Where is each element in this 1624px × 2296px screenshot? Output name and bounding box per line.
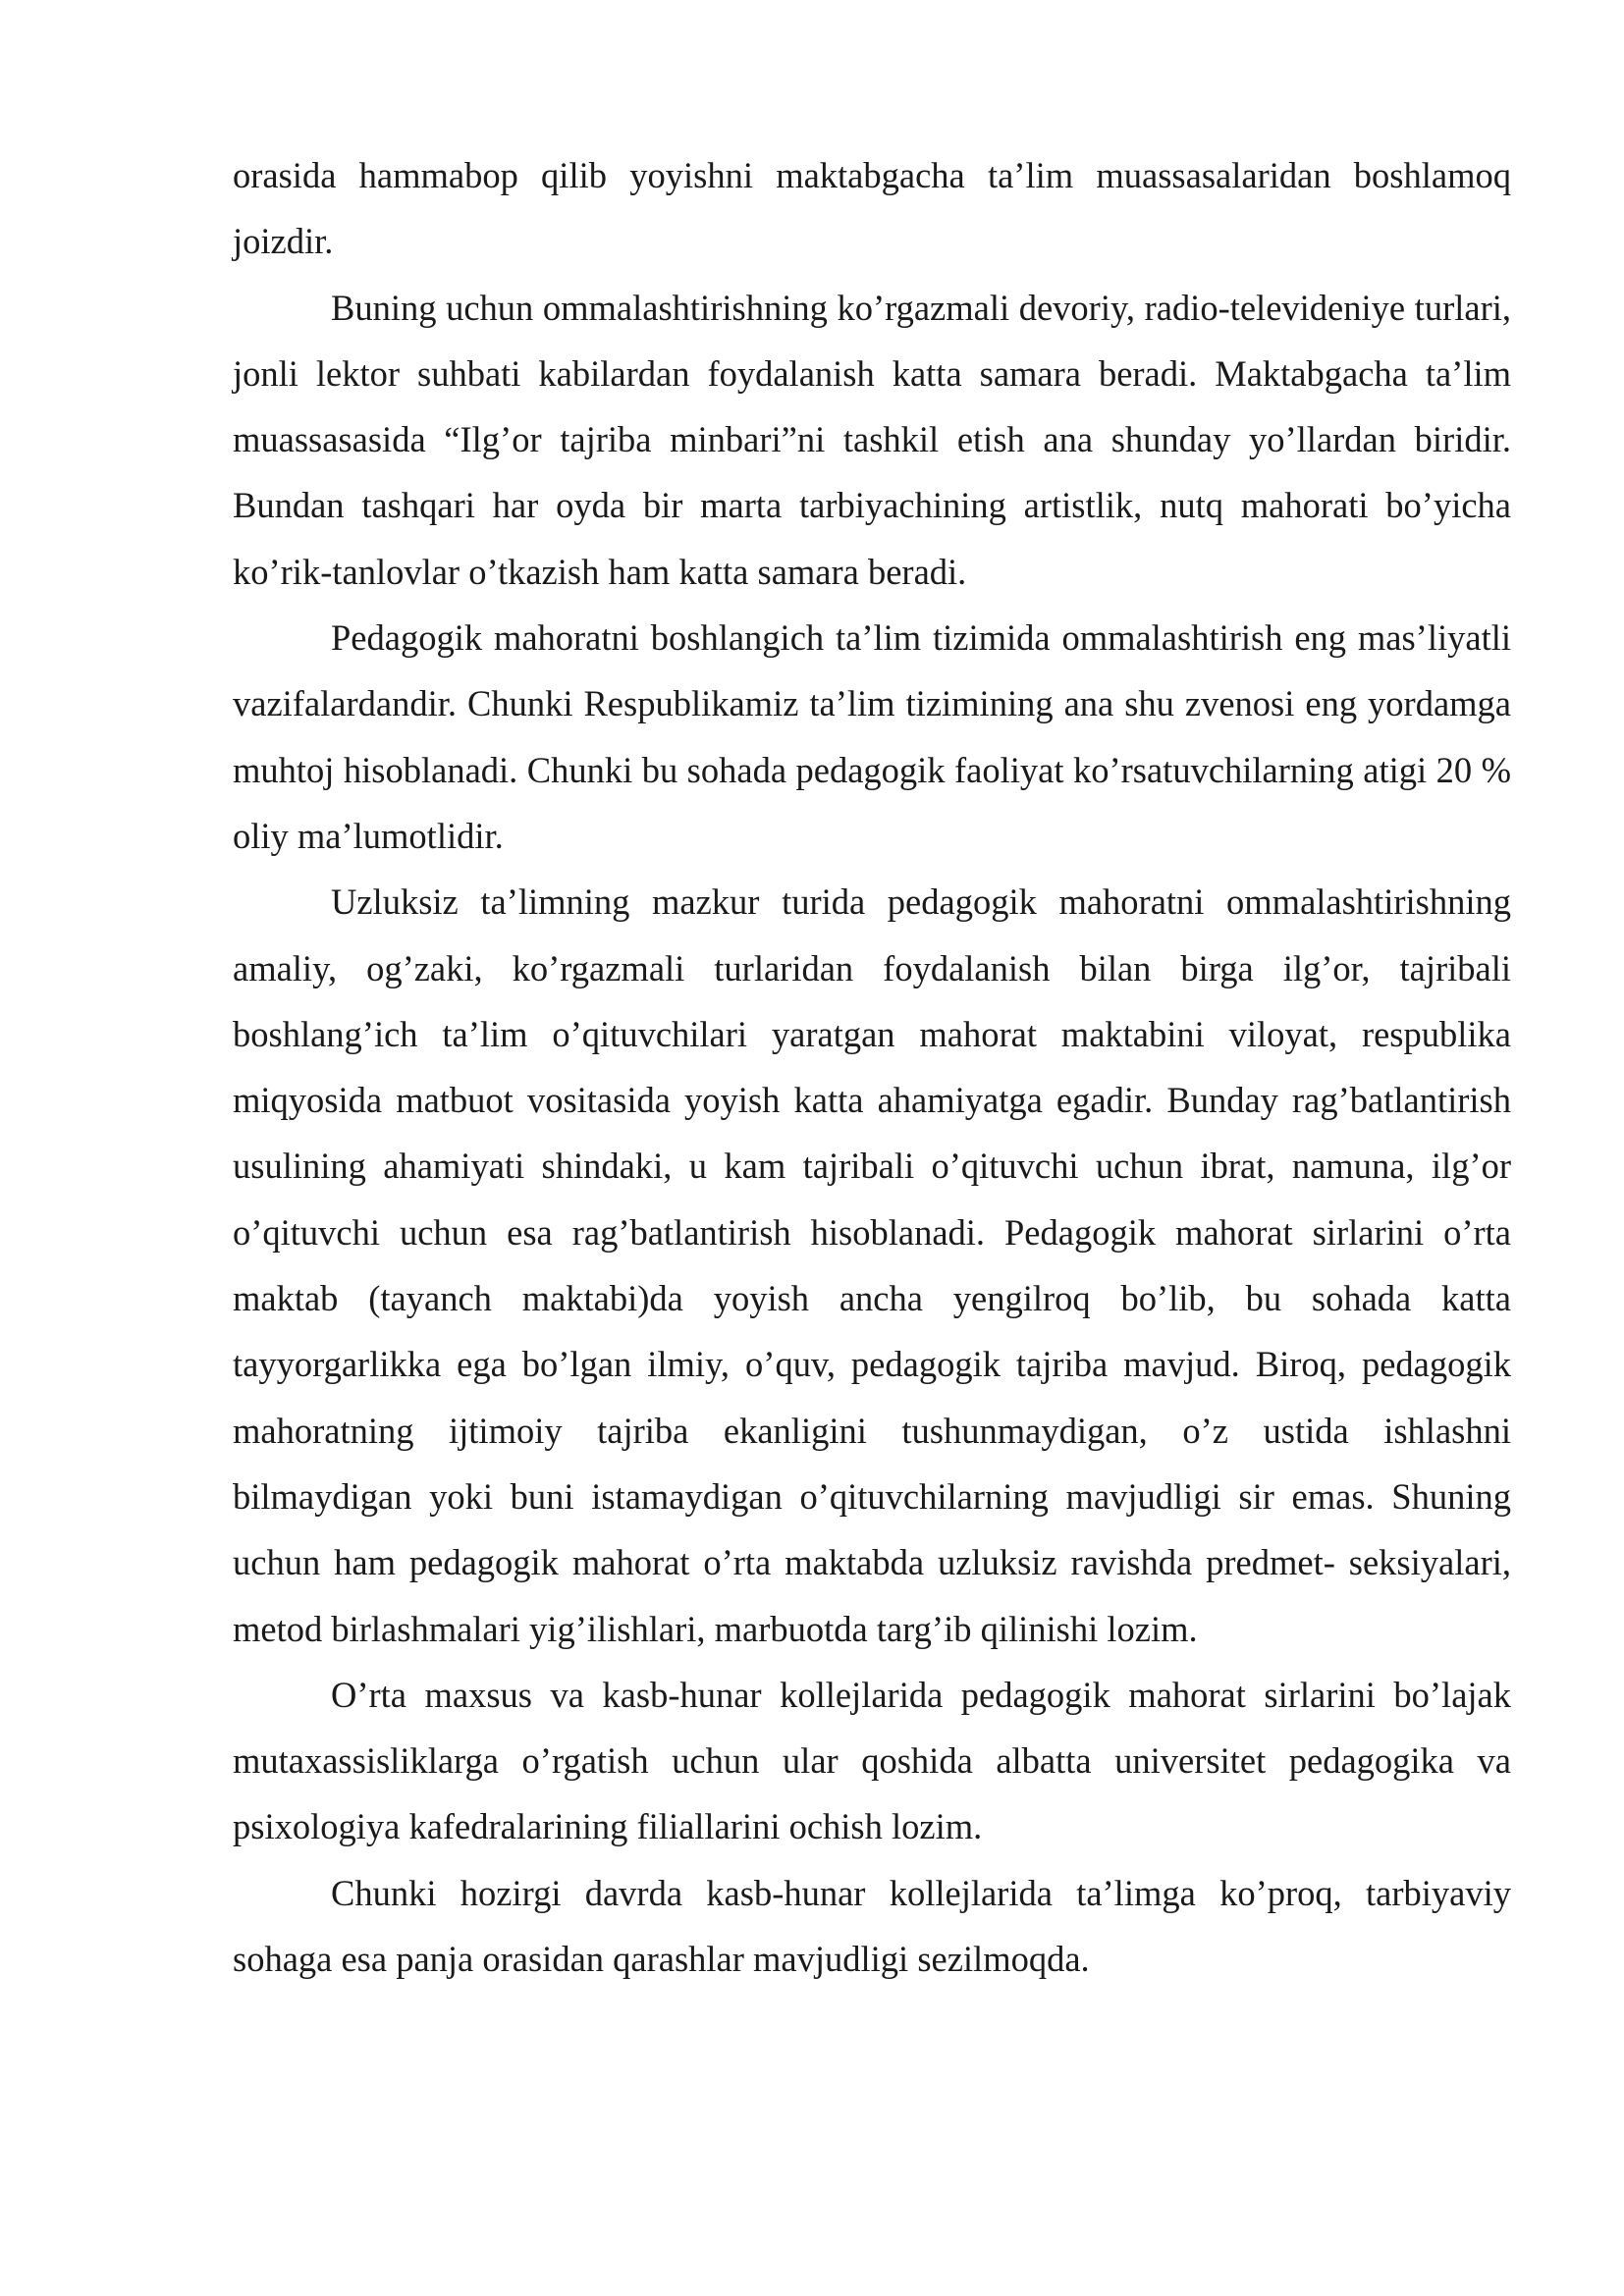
paragraph-colleges: O’rta maxsus va kasb-hunar kollejlarida pedagogik mahorat sirlarini bo’lajak mutaxassisliklarga o’rgatish uchun ular qoshida albatta universitet pedagogika va psixologiya kafedralarining filiallarini ochish lozim. bbox=[233, 1674, 1511, 1847]
paragraph-preschool-methods: Buning uchun ommalashtirishning ko’rgazmali devoriy, radio-televideniye turlari, jonli lektor suhbati kabilardan foydalanish katta samara beradi. Maktabgacha ta’lim muassasasida “Ilg’or tajriba minbari”ni tashkil etish ana shunday yo’llardan biridir. Bundan tashqari har oyda bir marta tarbiyachining artistlik, nutq mahorati bo’yicha ko’rik-tanlovlar o’tkazish ham katta samara beradi. bbox=[233, 287, 1511, 592]
document-page bbox=[233, 142, 1511, 1992]
paragraph-continuous-education: Uzluksiz ta’limning mazkur turida pedagogik mahoratni ommalashtirishning amaliy, og’zaki, ko’rgazmali turlaridan foydalanish bilan birga ilg’or, tajribali boshlang’ich ta’lim o’qituvchilari yaratgan mahorat maktabini viloyat, respublika miqyosida matbuot vositasida yoyish katta ahamiyatga egadir. Bunday rag’batlantirish usulining ahamiyati shindaki, u kam tajribali o’qituvchi uchun ibrat, namuna, ilg’or o’qituvchi uchun esa rag’batlantirish hisoblanadi. Pedagogik mahorat sirlarini o’rta maktab (tayanch maktabi)da yoyish ancha yengilroq bo’lib, bu sohada katta tayyorgarlikka ega bo’lgan ilmiy, o’quv, pedagogik tajriba mavjud. Biroq, pedagogik mahoratning ijtimoiy tajriba ekanligini tushunmaydigan, o’z ustida ishlashni bilmaydigan yoki buni istamaydigan o’qituvchilarning mavjudligi sir emas. Shuning uchun ham pedagogik mahorat o’rta maktabda uzluksiz ravishda predmet- seksiyalari, metod birlashmalari yig’ilishlari, marbuotda targ’ib qilinishi lozim. bbox=[233, 881, 1511, 1649]
paragraph-continuation: orasida hammabop qilib yoyishni maktabgacha ta’lim muassasalaridan boshlamoq joizdir. bbox=[233, 155, 1511, 262]
paragraph-primary-education: Pedagogik mahoratni boshlangich ta’lim tizimida ommalashtirish eng mas’liyatli vazifalardandir. Chunki Respublikamiz ta’lim tizimining ana shu zvenosi eng yordamga muhtoj hisoblanadi. Chunki bu sohada pedagogik faoliyat ko’rsatuvchilarning atigi 20 % oliy ma’lumotlidir. bbox=[233, 617, 1511, 856]
paragraph-conclusion: Chunki hozirgi davrda kasb-hunar kollejlarida ta’limga ko’proq, tarbiyaviy sohaga esa panja orasidan qarashlar mavjudligi sezilmoqda. bbox=[233, 1872, 1511, 1980]
